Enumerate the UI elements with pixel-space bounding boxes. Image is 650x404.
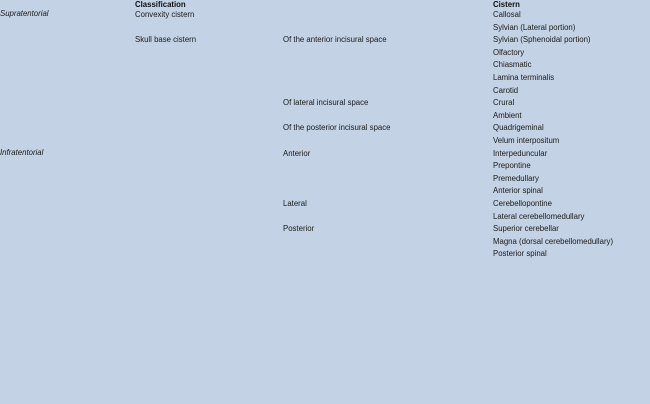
cistern-cell [493, 97, 650, 122]
space-text: Lateral [283, 198, 307, 208]
cistern-cell [493, 122, 650, 147]
cistern-item: Olfactory [493, 47, 525, 57]
table-body [0, 9, 650, 261]
cistern-item: Magna (dorsal cerebellomedullary) [493, 236, 614, 246]
classification-cell [135, 97, 283, 122]
classification-cell [135, 198, 283, 223]
cistern-item: Anterior spinal [493, 186, 543, 196]
classification-text: Skull base cistern [135, 35, 197, 45]
cistern-cell [493, 34, 650, 97]
cistern-item: Sylvian (Sphenoidal portion) [493, 35, 591, 45]
space-text: Of lateral incisural space [283, 98, 369, 108]
cistern-item: Crural [493, 98, 515, 108]
space-cell [283, 122, 493, 147]
column-header-classification: Classification [135, 0, 186, 9]
space-cell [283, 198, 493, 223]
cistern-item: Carotid [493, 85, 519, 95]
cistern-item: Premedullary [493, 173, 539, 183]
cistern-item: Lateral cerebellomedullary [493, 211, 585, 221]
space-text: Anterior [283, 148, 311, 158]
column-header-group [0, 0, 135, 9]
cistern-item: Quadrigeminal [493, 123, 544, 133]
column-header-cistern: Cistern [493, 0, 520, 9]
classification-text: Convexity cistern [135, 10, 195, 19]
table-row [0, 9, 650, 34]
cistern-item: Cerebellopontine [493, 198, 552, 208]
classification-cell [135, 223, 283, 261]
cistern-item: Ambient [493, 110, 522, 120]
classification-cell [135, 122, 283, 147]
cistern-item: Callosal [493, 10, 521, 19]
cistern-item: Superior cerebellar [493, 224, 559, 234]
cistern-cell [493, 9, 650, 34]
space-text: Of the anterior incisural space [283, 35, 387, 45]
table-header-row [0, 0, 650, 9]
space-cell [283, 97, 493, 122]
space-cell [283, 223, 493, 261]
cistern-cell [493, 198, 650, 223]
classification-cell [135, 148, 283, 198]
cistern-item: Lamina terminalis [493, 72, 555, 82]
cistern-item: Sylvian (Lateral portion) [493, 22, 576, 32]
cistern-item: Velum interpositum [493, 135, 560, 145]
classification-cell [135, 9, 283, 34]
space-text: Of the posterior incisural space [283, 123, 391, 133]
space-cell [283, 9, 493, 34]
cistern-item: Interpeduncular [493, 148, 548, 158]
cistern-item: Posterior spinal [493, 249, 547, 259]
cistern-item: Chiasmatic [493, 60, 532, 70]
table-header [0, 0, 650, 9]
group-label-infratentorial: Infratentorial [0, 147, 44, 157]
space-text: Posterior [283, 224, 315, 234]
space-cell [283, 148, 493, 198]
cistern-cell [493, 148, 650, 198]
table-row [0, 148, 650, 198]
classification-cell [135, 34, 283, 97]
cistern-item: Prepontine [493, 161, 531, 171]
group-label-supratentorial: Supratentorial [0, 9, 49, 18]
column-header-space [283, 0, 493, 9]
cistern-cell [493, 223, 650, 261]
space-cell [283, 34, 493, 97]
